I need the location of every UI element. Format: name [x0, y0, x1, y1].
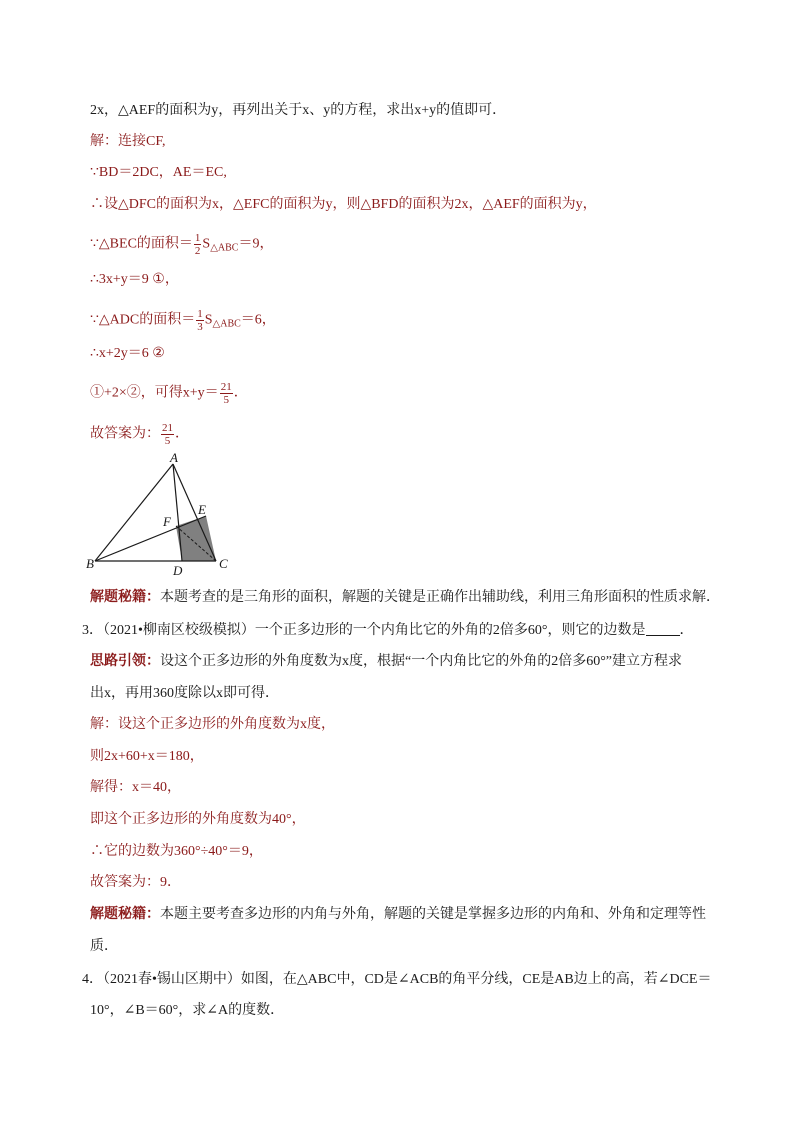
solution-line-fraction: 故答案为： $\frac{21}{5}$ ． — [90, 422, 189, 447]
answer-blank — [646, 621, 680, 636]
solution-line: ∴设△DFC的面积为x，△EFC的面积为y，则△BFD的面积为2x，△AEF的面积为y， — [90, 197, 597, 212]
solution-line-fraction: ①+2×②，可得x+y＝ $\frac{21}{5}$ ． — [90, 381, 248, 406]
label-c: C — [219, 556, 228, 571]
solution-line: ∴它的边数为360°÷40°＝9， — [90, 844, 263, 859]
question-4: 4．（2021春•锡山区期中）如图，在△ABC中，CD是∠ACB的角平分线，CE是AB边上的高，若∠DCE＝ — [82, 972, 712, 987]
solution-line: 则2x+60+x＝180， — [90, 749, 204, 764]
triangle-figure — [84, 450, 244, 580]
segment-ad — [173, 464, 182, 561]
solution-line: ∵BD＝2DC，AE＝EC, — [90, 165, 227, 180]
solution-line: ∴x+2y＝6 ② — [90, 346, 165, 361]
solution-line: 解得：x＝40， — [90, 780, 181, 795]
fraction: $\frac{21}{5}$ — [162, 422, 173, 447]
solution-line: 即这个正多边形的外角度数为40°， — [90, 812, 306, 827]
label-a: A — [170, 450, 178, 465]
fraction: $\frac{1}{2}$ — [194, 232, 201, 257]
solution-line: 解：连接CF, — [90, 134, 166, 149]
summary-line: 质． — [90, 939, 118, 954]
fraction: $\frac{21}{5}$ — [220, 381, 232, 406]
fraction: $\frac{1}{3}$ — [197, 308, 203, 333]
text-line: 2x，△AEF的面积为y，再列出关于x、y的方程，求出x+y的值即可． — [90, 103, 507, 118]
hint-line: 出x，再用360度除以x即可得． — [90, 686, 279, 701]
label-d: D — [173, 563, 183, 578]
solution-line-fraction: ∵△BEC的面积＝ $\frac{1}{2}$ $S_{\triangle ABC}=9$， — [90, 232, 274, 257]
solution-line: ∴3x+y＝9 ①， — [90, 272, 179, 287]
question-4-cont: 10°，∠B＝60°，求∠A的度数． — [90, 1003, 285, 1018]
solution-line: 故答案为：9． — [90, 875, 181, 890]
segment-ab — [95, 464, 173, 561]
solution-line-fraction: ∵△ADC的面积＝ $\frac{1}{3}$ $S_{\triangle ABC}=6$， — [90, 308, 276, 333]
shaded-region — [176, 516, 216, 561]
summary-line: 解题秘籍：本题主要考查多边形的内角与外角，解题的关键是掌握多边形的内角和、外角和定理等性 — [90, 907, 706, 922]
label-f: F — [163, 514, 171, 529]
summary-line: 解题秘籍：本题考查的是三角形的面积，解题的关键是正确作出辅助线，利用三角形面积的性质求解． — [90, 590, 720, 605]
question-3: 3．（2021•柳南区校级模拟）一个正多边形的一个内角比它的外角的2倍多60°，则它的边数是 ． — [82, 623, 694, 638]
label-b: B — [86, 556, 94, 571]
hint-line: 思路引领：设这个正多边形的外角度数为x度，根据“一个内角比它的外角的2倍多60°”建立方程求 — [90, 654, 683, 669]
solution-line: 解：设这个正多边形的外角度数为x度， — [90, 717, 335, 732]
label-e: E — [198, 502, 206, 517]
